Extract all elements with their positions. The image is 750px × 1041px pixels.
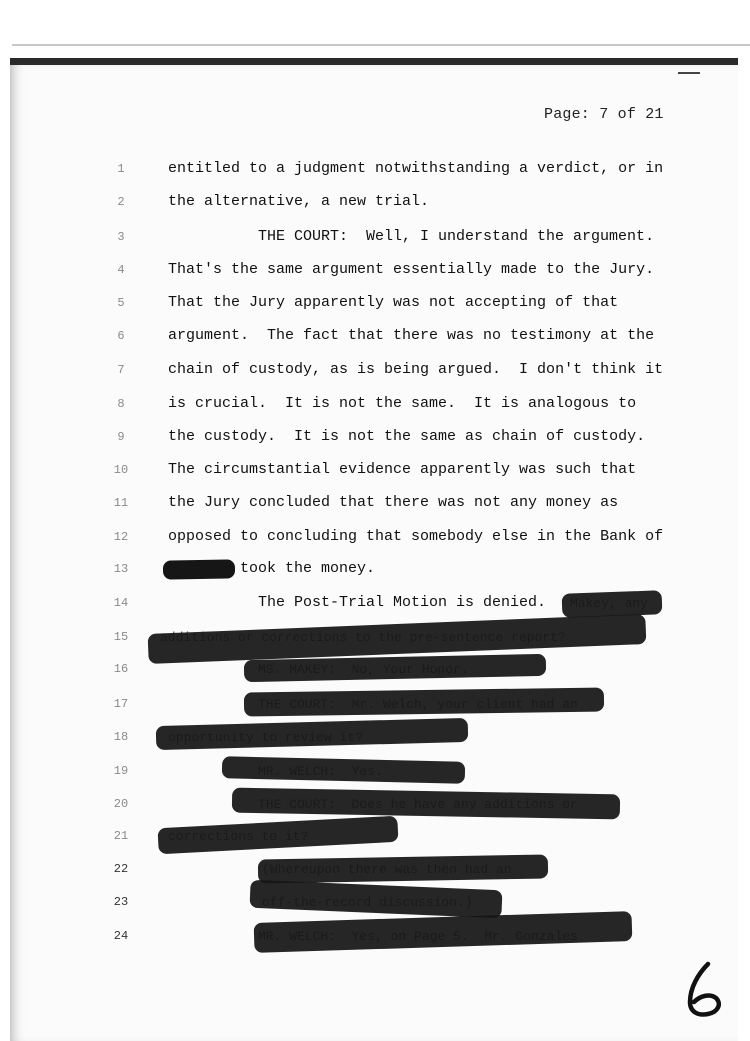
line-number: 13 bbox=[113, 562, 129, 576]
transcript-line bbox=[0, 562, 750, 594]
transcript-line bbox=[0, 329, 750, 361]
line-text: argument. The fact that there was no testimony at the bbox=[168, 327, 655, 344]
line-text: That's the same argument essentially made to the Jury. bbox=[168, 261, 655, 278]
line-text: is crucial. It is not the same. It is analogous to bbox=[168, 395, 637, 412]
line-number: 22 bbox=[113, 862, 129, 876]
line-text: the Jury concluded that there was not any money as bbox=[168, 494, 619, 511]
line-number: 8 bbox=[117, 397, 125, 411]
line-number: 6 bbox=[117, 329, 125, 343]
line-text: THE COURT: Well, I understand the argument. bbox=[258, 228, 655, 245]
transcript-line bbox=[0, 162, 750, 194]
handwritten-six-mark bbox=[680, 960, 730, 1020]
line-text: chain of custody, as is being argued. I don't think it bbox=[168, 361, 664, 378]
redaction-mark bbox=[244, 687, 604, 716]
scan-mark bbox=[678, 72, 700, 74]
transcript-line bbox=[0, 363, 750, 395]
transcript-line bbox=[0, 463, 750, 495]
line-number: 19 bbox=[113, 764, 129, 778]
line-number: 17 bbox=[113, 697, 129, 711]
line-number: 16 bbox=[113, 662, 129, 676]
line-number: 20 bbox=[113, 797, 129, 811]
page-number: Page: 7 of 21 bbox=[544, 106, 664, 123]
redaction-mark bbox=[258, 854, 548, 883]
transcript-line bbox=[0, 397, 750, 429]
line-number: 15 bbox=[113, 630, 129, 644]
line-number: 9 bbox=[117, 430, 125, 444]
line-number: 1 bbox=[117, 162, 125, 176]
transcript-line bbox=[0, 230, 750, 262]
line-text: the custody. It is not the same as chain of custody. bbox=[168, 428, 646, 445]
transcript-line bbox=[0, 530, 750, 562]
transcript-line bbox=[0, 496, 750, 528]
line-number: 23 bbox=[113, 895, 129, 909]
line-text: The circumstantial evidence apparently was such that bbox=[168, 461, 637, 478]
transcript-line bbox=[0, 430, 750, 462]
line-number: 2 bbox=[117, 195, 125, 209]
line-text: The Post-Trial Motion is denied. bbox=[258, 594, 547, 611]
line-text: the alternative, a new trial. bbox=[168, 193, 430, 210]
line-text: entitled to a judgment notwithstanding a verdict, or in bbox=[168, 160, 664, 177]
line-number: 18 bbox=[113, 730, 129, 744]
line-number: 21 bbox=[113, 829, 129, 843]
page-top-edge bbox=[12, 44, 750, 46]
line-number: 11 bbox=[113, 496, 129, 510]
redaction-mark bbox=[163, 559, 235, 579]
line-number: 5 bbox=[117, 296, 125, 310]
line-number: 3 bbox=[117, 230, 125, 244]
line-text: took the money. bbox=[240, 560, 376, 577]
transcript-line bbox=[0, 263, 750, 295]
line-text: opposed to concluding that somebody else in the Bank of bbox=[168, 528, 664, 545]
transcript-line bbox=[0, 195, 750, 227]
line-number: 7 bbox=[117, 363, 125, 377]
line-text: That the Jury apparently was not accepting of that bbox=[168, 294, 619, 311]
redaction-mark bbox=[562, 590, 663, 617]
line-number: 14 bbox=[113, 596, 129, 610]
line-number: 12 bbox=[113, 530, 129, 544]
line-number: 24 bbox=[113, 929, 129, 943]
line-number: 4 bbox=[117, 263, 125, 277]
line-number: 10 bbox=[113, 463, 129, 477]
transcript-line bbox=[0, 296, 750, 328]
